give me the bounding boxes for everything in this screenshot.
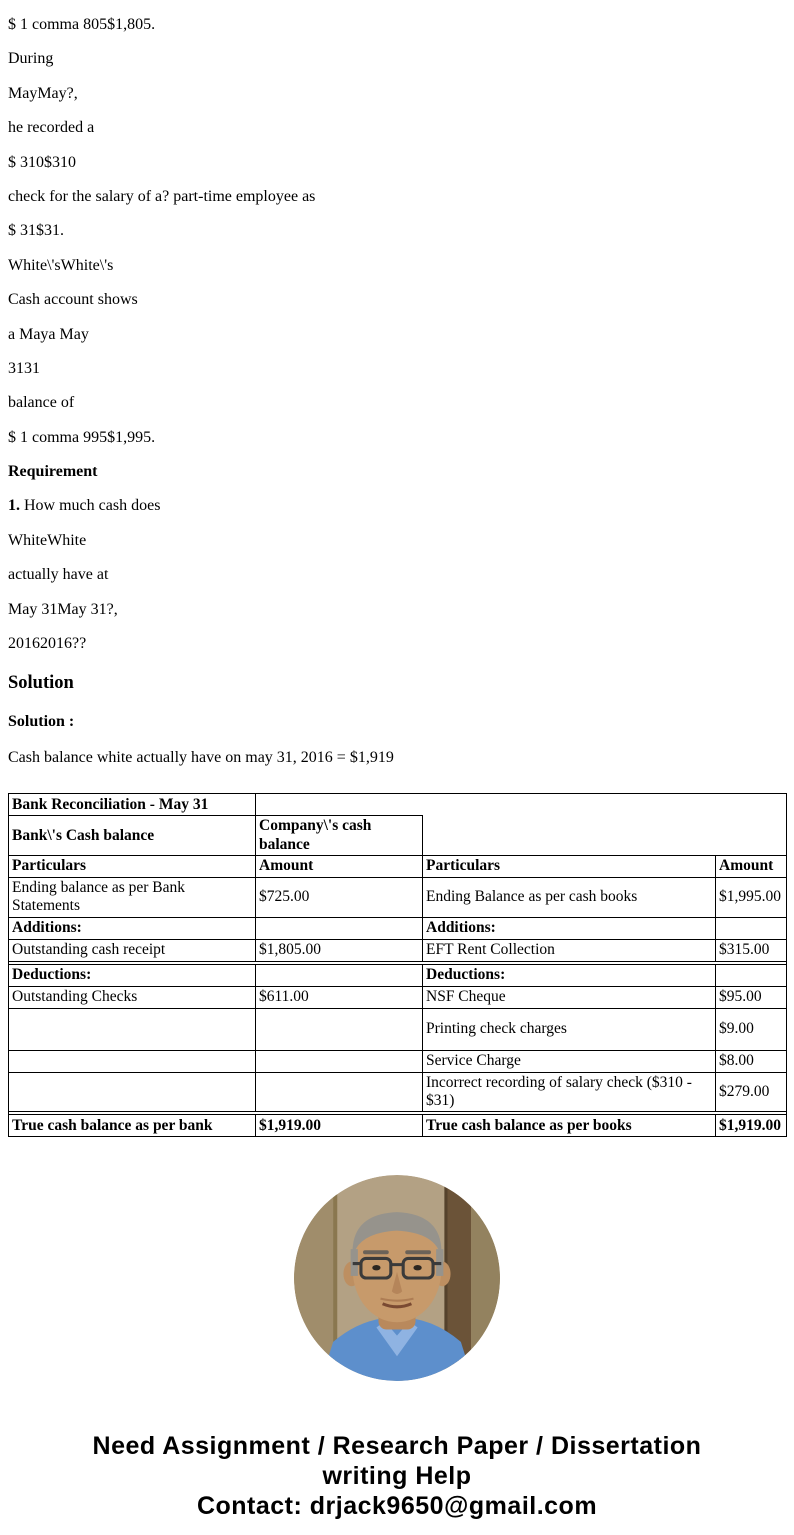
solution-subheading: Solution : (8, 712, 75, 730)
question-text: How much cash does (20, 497, 161, 515)
paragraph: Cash account shows (8, 291, 138, 309)
table-cell: Incorrect recording of salary check ($310 - $31) (423, 1072, 716, 1112)
paragraph: $ 1 comma 805$1,805. (8, 16, 156, 33)
table-subheader-row (9, 816, 787, 856)
table-cell: Printing check charges (423, 1008, 716, 1050)
company-cash-balance-header: Company\'s cash balance (256, 816, 423, 856)
paragraph: check for the salary of a? part-time employee as (8, 187, 316, 205)
table-cell: True cash balance as per books (423, 1115, 716, 1137)
table-total-row (9, 1115, 787, 1137)
table-cell: Outstanding cash receipt (9, 939, 256, 961)
table-title: Bank Reconciliation - May 31 (9, 794, 256, 816)
paragraph: White\'sWhite\'s (8, 256, 114, 274)
paragraph: a Maya May (8, 325, 89, 343)
table-row (9, 878, 787, 918)
paragraph: $ 310$310 (8, 153, 76, 171)
table-cell (256, 917, 423, 939)
paragraph: MayMay?, (8, 84, 78, 102)
document-body (8, 16, 786, 1521)
table-cell (9, 1050, 256, 1072)
table-cell (9, 1008, 256, 1050)
question-number: 1. (8, 497, 20, 515)
column-header: Particulars (423, 856, 716, 878)
requirement-question (8, 497, 786, 515)
table-cell (256, 1050, 423, 1072)
table-cell: Ending balance as per Bank Statements (9, 878, 256, 918)
table-cell: $9.00 (716, 1008, 787, 1050)
table-cell: $1,995.00 (716, 878, 787, 918)
table-cell: True cash balance as per bank (9, 1115, 256, 1137)
table-cell (256, 964, 423, 986)
table-cell: NSF Cheque (423, 986, 716, 1008)
portrait-photo (294, 1175, 500, 1381)
requirement-heading: Requirement (8, 463, 98, 481)
bank-reconciliation-table (8, 793, 787, 1137)
table-cell: EFT Rent Collection (423, 939, 716, 961)
footer-contact: Contact: drjack9650@gmail.com (196, 1492, 598, 1521)
table-cell: $611.00 (256, 986, 423, 1008)
table-cell: Deductions: (423, 964, 716, 986)
table-cell: Service Charge (423, 1050, 716, 1072)
column-header: Amount (256, 856, 423, 878)
portrait-illustration (294, 1175, 500, 1381)
table-cell: $279.00 (716, 1072, 787, 1112)
table-row (9, 1072, 787, 1112)
table-cell (716, 964, 787, 986)
paragraph: $ 31$31. (8, 222, 64, 240)
table-cell (256, 794, 787, 816)
table-cell: $1,805.00 (256, 939, 423, 961)
table-cell: $1,919.00 (256, 1115, 423, 1137)
paragraph: actually have at (8, 566, 109, 584)
paragraph: 3131 (8, 359, 40, 377)
solution-summary: Cash balance white actually have on may 31, 2016 = $1,919 (8, 749, 394, 767)
table-cell (256, 1008, 423, 1050)
table-row (9, 939, 787, 961)
paragraph: WhiteWhite (8, 531, 87, 549)
column-header: Amount (716, 856, 787, 878)
table-row (9, 917, 787, 939)
table-row (9, 964, 787, 986)
paragraph: balance of (8, 394, 75, 412)
paragraph: May 31May 31?, (8, 600, 118, 618)
column-header: Particulars (9, 856, 256, 878)
table-cell: Additions: (423, 917, 716, 939)
paragraph: he recorded a (8, 119, 95, 137)
paragraph: 20162016?? (8, 635, 87, 653)
table-cell: Deductions: (9, 964, 256, 986)
table-cell (256, 1072, 423, 1112)
table-cell (423, 816, 787, 856)
table-cell: $8.00 (716, 1050, 787, 1072)
footer-banner (8, 1431, 786, 1521)
paragraph: $ 1 comma 995$1,995. (8, 428, 156, 446)
footer-line: Need Assignment / Research Paper / Dissertation (92, 1432, 702, 1461)
table-cell: Additions: (9, 917, 256, 939)
table-cell: $725.00 (256, 878, 423, 918)
table-cell (716, 917, 787, 939)
footer-line: writing Help (322, 1462, 472, 1491)
table-row (9, 986, 787, 1008)
solution-heading: Solution (8, 673, 74, 694)
table-cell: $315.00 (716, 939, 787, 961)
table-row (9, 1008, 787, 1050)
paragraph: During (8, 50, 54, 68)
table-cell: $1,919.00 (716, 1115, 787, 1137)
table-cell: $95.00 (716, 986, 787, 1008)
table-header-row (9, 856, 787, 878)
table-cell: Outstanding Checks (9, 986, 256, 1008)
table-row (9, 1050, 787, 1072)
bank-cash-balance-header: Bank\'s Cash balance (9, 816, 256, 856)
table-cell (9, 1072, 256, 1112)
table-title-row (9, 794, 787, 816)
table-cell: Ending Balance as per cash books (423, 878, 716, 918)
